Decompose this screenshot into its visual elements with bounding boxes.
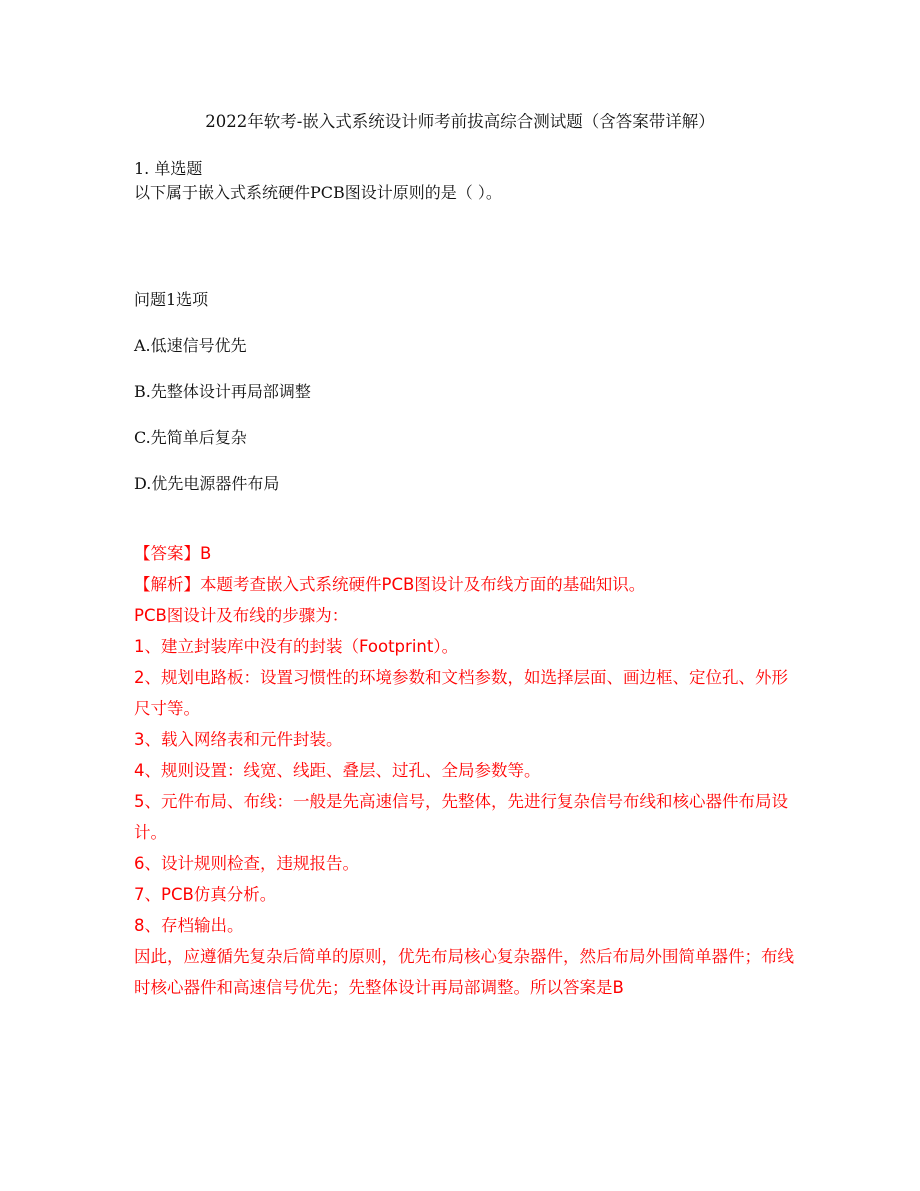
step-item: 7、PCB仿真分析。 bbox=[134, 885, 277, 904]
step-item: 8、存档输出。 bbox=[134, 916, 244, 935]
steps-intro: PCB图设计及布线的步骤为： bbox=[134, 606, 349, 625]
step-item: 3、载入网络表和元件封装。 bbox=[134, 730, 343, 749]
step-item: 5、元件布局、布线：一般是先高速信号，先整体，先进行复杂信号布线和核心器件布局设计。 bbox=[134, 792, 788, 842]
answer-line: 【答案】B bbox=[134, 544, 212, 563]
step-item: 6、设计规则检查，违规报告。 bbox=[134, 854, 359, 873]
option-c: C.先简单后复杂 bbox=[134, 428, 247, 447]
document-title: 2022年软考-嵌入式系统设计师考前拔高综合测试题（含答案带详解） bbox=[205, 112, 715, 131]
conclusion: 因此，应遵循先复杂后简单的原则，优先布局核心复杂器件，然后布局外围简单器件；布线时核心器件和高速信号优先；先整体设计再局部调整。所以答案是B bbox=[134, 947, 794, 997]
option-b: B.先整体设计再局部调整 bbox=[134, 382, 311, 401]
question-stem: 以下属于嵌入式系统硬件PCB图设计原则的是（ ）。 bbox=[134, 183, 502, 202]
step-item: 1、建立封装库中没有的封装（Footprint）。 bbox=[134, 637, 459, 656]
step-item: 2、规划电路板：设置习惯性的环境参数和文档参数，如选择层面、画边框、定位孔、外形尺寸等。 bbox=[134, 668, 788, 718]
step-item: 4、规则设置：线宽、线距、叠层、过孔、全局参数等。 bbox=[134, 761, 541, 780]
question-number: 1. 单选题 bbox=[134, 159, 203, 178]
options-header: 问题1选项 bbox=[134, 290, 209, 309]
analysis-line: 【解析】本题考查嵌入式系统硬件PCB图设计及布线方面的基础知识。 bbox=[134, 575, 646, 594]
option-a: A.低速信号优先 bbox=[134, 336, 247, 355]
answer-explanation bbox=[134, 538, 794, 1003]
option-d: D.优先电源器件布局 bbox=[134, 474, 280, 493]
